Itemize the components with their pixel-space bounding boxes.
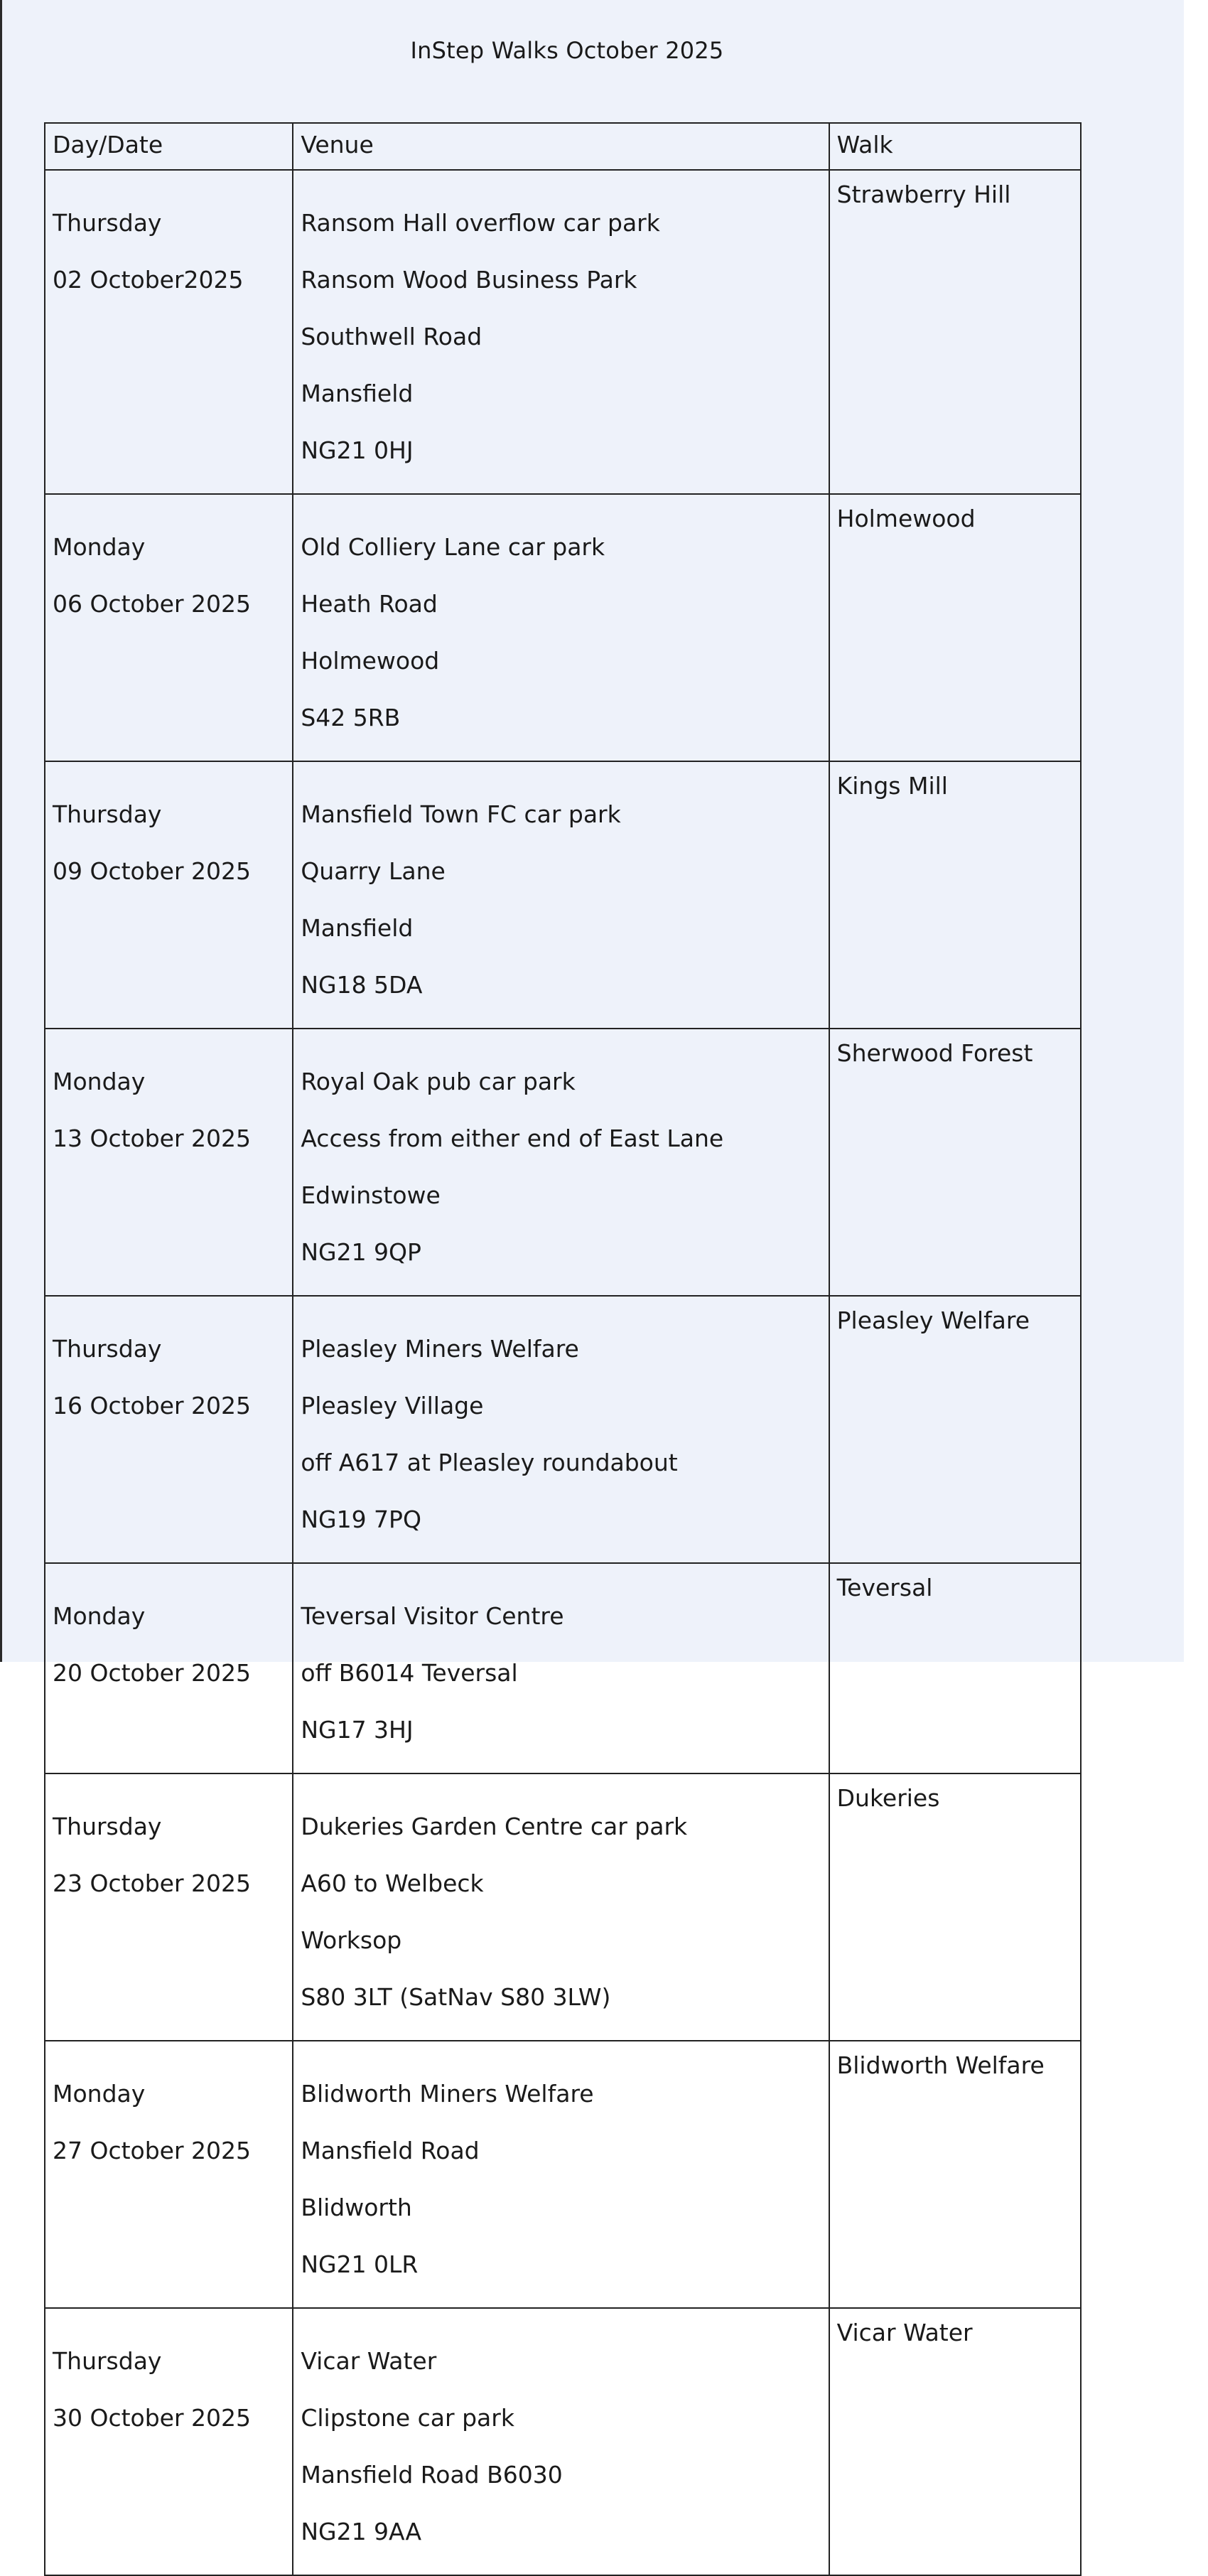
date-text: 13 October 2025: [53, 1125, 252, 1152]
venue-line: NG21 9QP: [301, 1238, 421, 1266]
walk-cell: Pleasley Welfare: [829, 1296, 1081, 1563]
venue-cell: [293, 761, 829, 1029]
venue-line: Dukeries Garden Centre car park: [301, 1813, 688, 1840]
venue-line: Blidworth Miners Welfare: [301, 2080, 594, 2108]
table-row: [45, 1296, 1081, 1563]
date-text: 06 October 2025: [53, 590, 252, 618]
walks-schedule-table: [44, 122, 1082, 2576]
venue-cell: [293, 1296, 829, 1563]
date-cell: [45, 761, 293, 1029]
date-cell: [45, 1773, 293, 2041]
table-header-row: [45, 123, 1081, 170]
venue-line: Edwinstowe: [301, 1181, 441, 1209]
date-text: 20 October 2025: [53, 1659, 252, 1687]
venue-line: Vicar Water: [301, 2347, 437, 2375]
day-text: Monday: [53, 533, 146, 561]
date-text: 16 October 2025: [53, 1392, 252, 1420]
venue-line: Heath Road: [301, 590, 438, 618]
walk-cell: Kings Mill: [829, 761, 1081, 1029]
date-cell: [45, 1029, 293, 1296]
venue-line: off A617 at Pleasley roundabout: [301, 1449, 678, 1476]
table-row: [45, 170, 1081, 494]
venue-line: Southwell Road: [301, 323, 482, 350]
venue-line: Blidworth: [301, 2194, 412, 2221]
walk-cell: Sherwood Forest: [829, 1029, 1081, 1296]
venue-line: Holmewood: [301, 647, 440, 675]
venue-line: off B6014 Teversal: [301, 1659, 518, 1687]
venue-line: Old Colliery Lane car park: [301, 533, 605, 561]
venue-line: Worksop: [301, 1926, 402, 1954]
walk-cell: Vicar Water: [829, 2308, 1081, 2575]
table-row: [45, 1773, 1081, 2041]
day-text: Monday: [53, 2080, 146, 2108]
table-row: [45, 1563, 1081, 1773]
day-text: Monday: [53, 1068, 146, 1095]
date-cell: [45, 2041, 293, 2308]
day-text: Thursday: [53, 1813, 162, 1840]
header-venue: Venue: [293, 123, 829, 170]
header-day-date: Day/Date: [45, 123, 293, 170]
walk-cell: Holmewood: [829, 494, 1081, 761]
date-cell: [45, 1563, 293, 1773]
table-row: [45, 1029, 1081, 1296]
venue-line: NG21 9AA: [301, 2518, 422, 2545]
venue-line: S80 3LT (SatNav S80 3LW): [301, 1983, 611, 2011]
walk-cell: Teversal: [829, 1563, 1081, 1773]
venue-line: Mansfield: [301, 380, 414, 407]
date-cell: [45, 494, 293, 761]
page-title: InStep Walks October 2025: [410, 37, 724, 64]
table-row: [45, 761, 1081, 1029]
venue-line: Mansfield Road B6030: [301, 2461, 563, 2489]
scan-edge: [0, 0, 2, 1662]
venue-line: NG21 0LR: [301, 2250, 419, 2278]
venue-line: Quarry Lane: [301, 857, 446, 885]
date-text: 27 October 2025: [53, 2137, 252, 2164]
day-text: Monday: [53, 1602, 146, 1630]
venue-line: Ransom Hall overflow car park: [301, 209, 660, 237]
venue-line: Pleasley Village: [301, 1392, 484, 1420]
header-walk: Walk: [829, 123, 1081, 170]
venue-cell: [293, 2041, 829, 2308]
venue-line: A60 to Welbeck: [301, 1869, 484, 1897]
venue-line: Teversal Visitor Centre: [301, 1602, 564, 1630]
venue-cell: [293, 1773, 829, 2041]
venue-line: NG18 5DA: [301, 971, 423, 999]
venue-cell: [293, 2308, 829, 2575]
venue-cell: [293, 1563, 829, 1773]
date-cell: [45, 1296, 293, 1563]
venue-line: Clipstone car park: [301, 2404, 514, 2432]
table-row: [45, 2308, 1081, 2575]
day-text: Thursday: [53, 209, 162, 237]
date-text: 02 October2025: [53, 266, 244, 294]
venue-line: S42 5RB: [301, 704, 401, 731]
venue-line: Mansfield: [301, 914, 414, 942]
venue-cell: [293, 1029, 829, 1296]
day-text: Thursday: [53, 1335, 162, 1363]
venue-line: Access from either end of East Lane: [301, 1125, 724, 1152]
table-row: [45, 2041, 1081, 2308]
venue-line: NG19 7PQ: [301, 1506, 421, 1533]
venue-line: Royal Oak pub car park: [301, 1068, 576, 1095]
venue-line: Pleasley Miners Welfare: [301, 1335, 579, 1363]
date-text: 09 October 2025: [53, 857, 252, 885]
table-row: [45, 494, 1081, 761]
walk-cell: Blidworth Welfare: [829, 2041, 1081, 2308]
date-text: 23 October 2025: [53, 1869, 252, 1897]
venue-cell: [293, 494, 829, 761]
date-cell: [45, 170, 293, 494]
venue-line: Mansfield Road: [301, 2137, 480, 2164]
date-cell: [45, 2308, 293, 2575]
walk-cell: Strawberry Hill: [829, 170, 1081, 494]
venue-line: Ransom Wood Business Park: [301, 266, 637, 294]
venue-line: Mansfield Town FC car park: [301, 800, 621, 828]
walk-cell: Dukeries: [829, 1773, 1081, 2041]
venue-line: NG17 3HJ: [301, 1716, 414, 1744]
day-text: Thursday: [53, 2347, 162, 2375]
venue-line: NG21 0HJ: [301, 436, 414, 464]
venue-cell: [293, 170, 829, 494]
day-text: Thursday: [53, 800, 162, 828]
date-text: 30 October 2025: [53, 2404, 252, 2432]
